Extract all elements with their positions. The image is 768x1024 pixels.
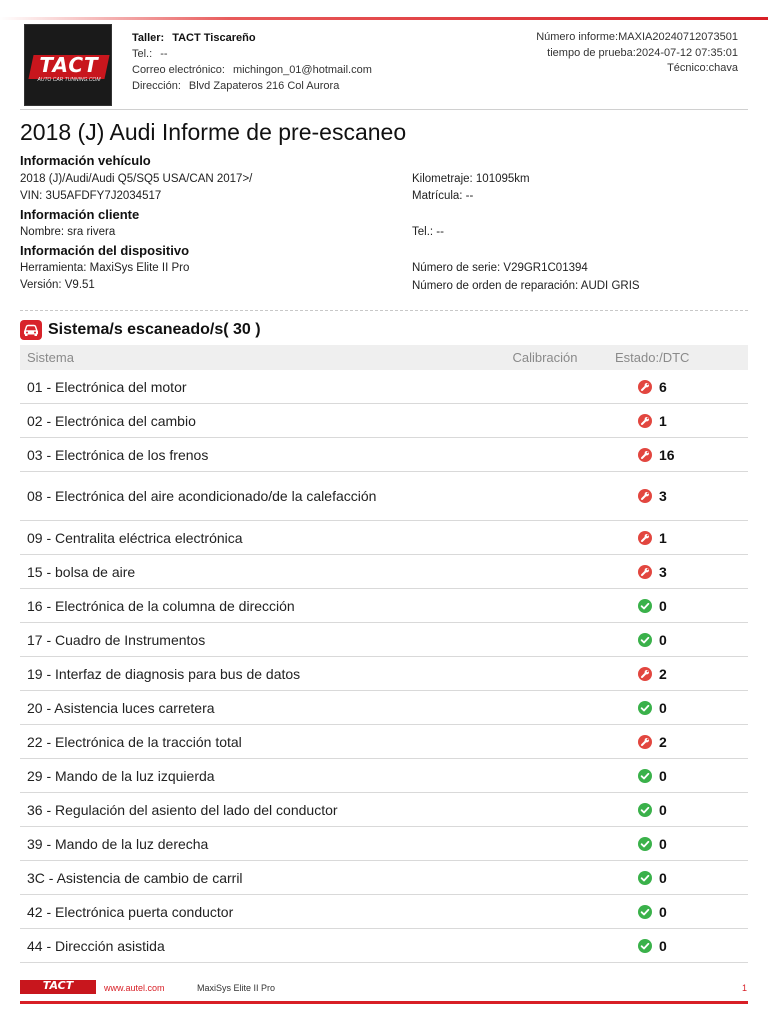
check-icon (638, 633, 652, 647)
table-row (20, 759, 748, 793)
footer-tool-name: MaxiSys Elite II Pro (197, 983, 276, 993)
report-number: MAXIA20240712073501 (618, 31, 738, 43)
systems-table (20, 345, 748, 963)
shop-name: TACT Tiscareño (172, 32, 256, 44)
column-status: Estado:/DTC (615, 350, 690, 365)
wrench-icon (638, 667, 652, 681)
page-title: 2018 (J) Audi Informe de pre-escaneo (20, 119, 407, 145)
wrench-icon (638, 414, 652, 428)
system-name: 17 - Cuadro de Instrumentos (27, 631, 206, 648)
report-header (20, 22, 748, 108)
scan-header (20, 318, 261, 342)
check-icon (638, 905, 652, 919)
table-row (20, 521, 748, 555)
table-row (20, 895, 748, 929)
test-time: 2024-07-12 07:35:01 (635, 46, 738, 59)
system-name: 39 - Mando de la luz derecha (27, 835, 209, 852)
system-name: 20 - Asistencia luces carretera (27, 699, 215, 716)
status-cell (638, 734, 667, 750)
status-cell (638, 802, 667, 818)
check-icon (638, 871, 652, 885)
table-row (20, 657, 748, 691)
check-icon (638, 939, 652, 953)
vehicle-model: 2018 (J)/Audi/Audi Q5/SQ5 USA/CAN 2017>/ (20, 173, 253, 185)
status-cell (638, 666, 667, 682)
column-calibration: Calibración (512, 350, 578, 365)
footer-logo: TACT (20, 980, 96, 994)
dtc-count: 0 (659, 903, 667, 920)
vehicle-mileage: Kilometraje: 101095km (412, 173, 530, 185)
table-row (20, 793, 748, 827)
scanned-systems-title: Sistema/s escaneado/s( 30 ) (48, 321, 261, 338)
status-cell (638, 632, 667, 648)
shop-email: michingon_01@hotmail.com (232, 64, 372, 76)
column-system: Sistema (27, 350, 74, 365)
status-cell (638, 768, 667, 784)
dtc-count: 0 (659, 869, 667, 886)
dtc-count: 0 (659, 937, 667, 954)
dtc-count: 6 (659, 378, 667, 395)
footer-accent-bar (20, 1001, 748, 1004)
wrench-icon (638, 735, 652, 749)
dtc-count: 0 (659, 699, 667, 716)
dtc-count: 16 (659, 446, 675, 463)
wrench-icon (638, 380, 652, 394)
customer-phone: Tel.: -- (412, 226, 444, 238)
status-cell (638, 379, 667, 395)
dtc-count: 3 (659, 488, 667, 504)
vehicle-vin: VIN: 3U5AFDFY7J2034517 (20, 190, 162, 202)
device-tool: Herramienta: MaxiSys Elite II Pro (20, 262, 190, 274)
system-name: 09 - Centralita eléctrica electrónica (27, 529, 243, 546)
car-icon (20, 320, 42, 340)
table-row (20, 438, 748, 472)
status-cell (638, 700, 667, 716)
status-cell (638, 598, 667, 614)
shop-phone-label: Tel.: (132, 48, 153, 60)
table-row (20, 827, 748, 861)
system-name: 01 - Electrónica del motor (27, 378, 187, 395)
wrench-icon (638, 531, 652, 545)
table-row (20, 472, 748, 521)
status-cell (638, 413, 667, 429)
wrench-icon (638, 448, 652, 462)
system-name: 29 - Mando de la luz izquierda (27, 767, 215, 784)
vehicle-plate: Matrícula: -- (412, 190, 474, 202)
shop-email-label: Correo electrónico: (132, 64, 225, 76)
customer-name: Nombre: sra rivera (20, 226, 116, 238)
wrench-icon (638, 565, 652, 579)
table-header (20, 345, 748, 370)
check-icon (638, 599, 652, 613)
system-name: 3C - Asistencia de cambio de carril (27, 869, 243, 886)
dtc-count: 3 (659, 563, 667, 580)
dtc-count: 2 (659, 733, 667, 750)
vehicle-info-heading: Información vehículo (20, 153, 151, 168)
system-name: 44 - Dirección asistida (27, 937, 165, 954)
table-row (20, 725, 748, 759)
page-number: 1 (741, 983, 747, 993)
dtc-count: 1 (659, 529, 667, 546)
table-row (20, 589, 748, 623)
top-accent-bar (0, 17, 768, 20)
system-name: 15 - bolsa de aire (27, 563, 136, 580)
test-time-label: tiempo de prueba: (547, 46, 636, 59)
shop-phone: -- (160, 48, 168, 60)
wrench-icon (638, 489, 652, 503)
system-name: 36 - Regulación del asiento del lado del conductor (27, 801, 338, 818)
table-row (20, 370, 748, 404)
dtc-count: 0 (659, 801, 667, 818)
table-row (20, 861, 748, 895)
repair-order: Número de orden de reparación: AUDI GRIS (412, 280, 640, 292)
shop-info (132, 30, 372, 94)
shop-address-label: Dirección: (132, 80, 181, 92)
status-cell (638, 564, 667, 580)
device-info-heading: Información del dispositivo (20, 243, 190, 258)
dtc-count: 2 (659, 665, 667, 682)
status-cell (638, 530, 667, 546)
shop-logo: TACT AUTO CAR TUNNING.COM (24, 24, 112, 106)
system-name: 19 - Interfaz de diagnosis para bus de datos (27, 665, 301, 682)
system-name: 16 - Electrónica de la columna de dirección (27, 597, 295, 614)
check-icon (638, 837, 652, 851)
dtc-count: 0 (659, 835, 667, 852)
header-divider (20, 109, 748, 110)
table-row (20, 691, 748, 725)
table-row (20, 623, 748, 657)
dtc-count: 1 (659, 412, 667, 429)
status-cell (638, 938, 667, 954)
check-icon (638, 701, 652, 715)
system-name: 22 - Electrónica de la tracción total (27, 733, 242, 750)
table-body (20, 370, 748, 963)
report-number-label: Número informe: (536, 31, 619, 43)
system-name: 02 - Electrónica del cambio (27, 412, 196, 429)
table-row (20, 929, 748, 963)
table-row (20, 555, 748, 589)
system-name: 42 - Electrónica puerta conductor (27, 903, 234, 920)
status-cell (638, 447, 675, 463)
customer-info-heading: Información cliente (20, 207, 140, 222)
footer-url[interactable]: www.autel.com (104, 983, 165, 993)
system-name: 03 - Electrónica de los frenos (27, 446, 209, 463)
dtc-count: 0 (659, 597, 667, 614)
status-cell (638, 836, 667, 852)
check-icon (638, 803, 652, 817)
dtc-count: 0 (659, 767, 667, 784)
device-version: Versión: V9.51 (20, 279, 95, 291)
table-row (20, 404, 748, 438)
section-divider (20, 310, 748, 311)
system-name: 08 - Electrónica del aire acondicionado/de la calefacción (27, 488, 377, 504)
status-cell (638, 488, 667, 504)
technician-label: Técnico: (667, 62, 709, 74)
report-meta (536, 30, 738, 77)
check-icon (638, 769, 652, 783)
technician: chava (708, 62, 738, 74)
status-cell (638, 904, 667, 920)
shop-address: Blvd Zapateros 216 Col Aurora (188, 80, 340, 92)
shop-label: Taller: (132, 32, 165, 44)
device-serial: Número de serie: V29GR1C01394 (412, 262, 588, 274)
dtc-count: 0 (659, 631, 667, 648)
status-cell (638, 870, 667, 886)
